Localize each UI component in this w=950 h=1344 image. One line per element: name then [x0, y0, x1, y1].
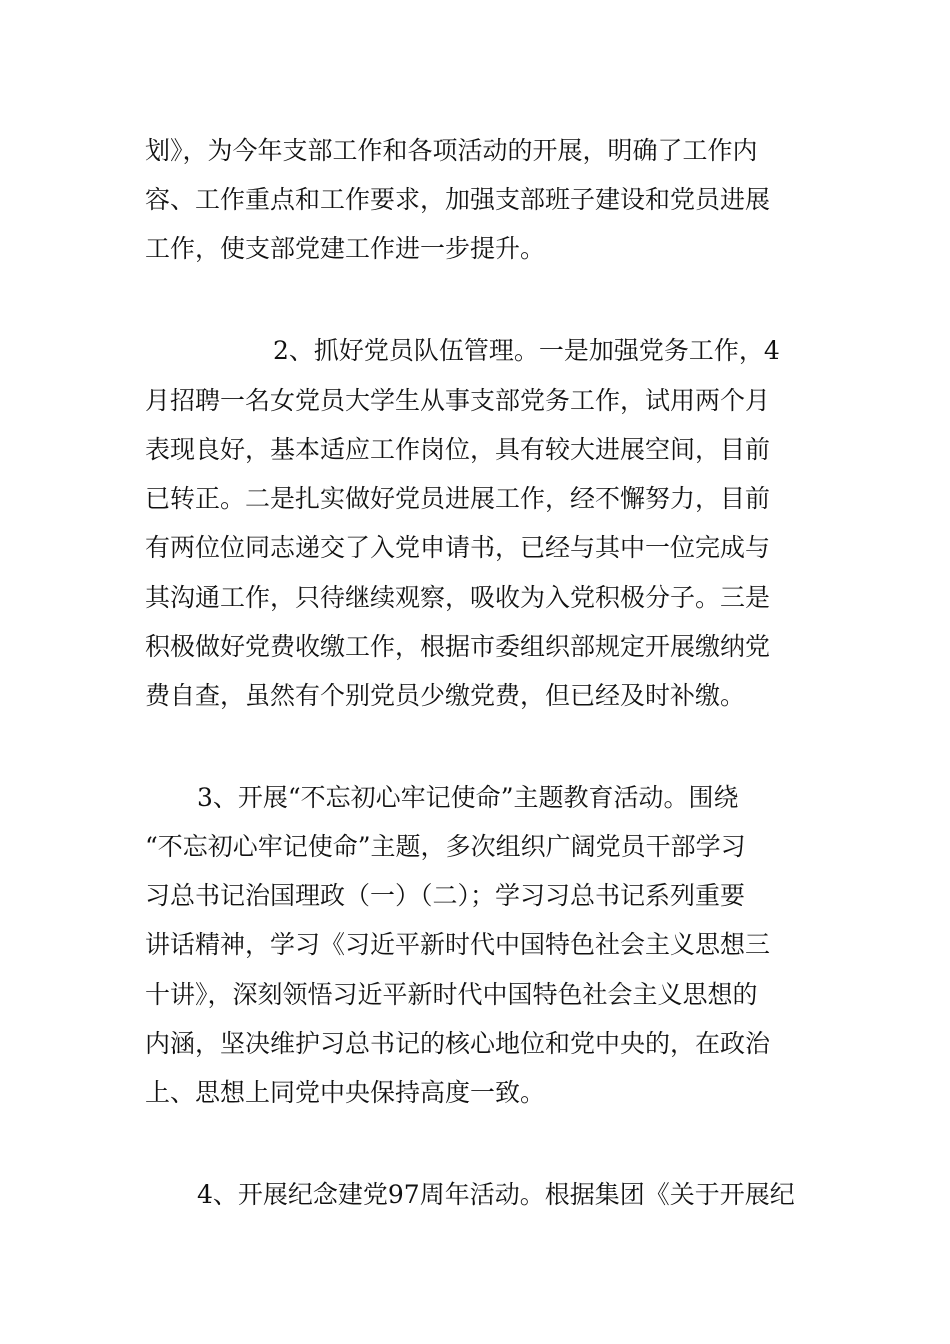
text-line: 内涵，坚决维护习总书记的核心地位和党中央的，在政治: [145, 1029, 771, 1058]
text-line: 有两位位同志递交了入党申请书，已经与其中一位完成与: [145, 533, 771, 562]
text-line: “不忘初心牢记使命”主题，多次组织广阔党员干部学习: [145, 832, 746, 861]
text-line: 十讲》，深刻领悟习近平新时代中国特色社会主义思想的: [145, 980, 758, 1009]
text-line: 上、思想上同党中央保持高度一致。: [145, 1078, 546, 1107]
text-line: 已转正。二是扎实做好党员进展工作，经不懈努力，目前: [145, 484, 771, 513]
text-line: 积极做好党费收缴工作，根据市委组织部规定开展缴纳党: [145, 632, 771, 661]
text-line: 3、开展“不忘初心牢记使命”主题教育活动。围绕: [197, 783, 739, 812]
text-line: 划》，为今年支部工作和各项活动的开展，明确了工作内: [145, 136, 758, 165]
text-line: 其沟通工作，只待继续观察，吸收为入党积极分子。三是: [145, 583, 771, 612]
text-line: 4、开展纪念建党97周年活动。根据集团《关于开展纪: [197, 1180, 795, 1209]
text-line: 2、抓好党员队伍管理。一是加强党务工作，4: [273, 336, 780, 365]
text-line: 工作，使支部党建工作进一步提升。: [145, 234, 546, 263]
text-line: 容、工作重点和工作要求，加强支部班子建设和党员进展: [145, 185, 771, 214]
text-line: 月招聘一名女党员大学生从事支部党务工作，试用两个月: [145, 386, 771, 415]
text-line: 费自查，虽然有个别党员少缴党费，但已经及时补缴。: [145, 681, 746, 710]
text-line: 习总书记治国理政（一）（二）；学习习总书记系列重要: [145, 881, 746, 910]
text-line: 讲话精神，学习《习近平新时代中国特色社会主义思想三: [145, 930, 771, 959]
text-line: 表现良好，基本适应工作岗位，具有较大进展空间，目前: [145, 435, 771, 464]
